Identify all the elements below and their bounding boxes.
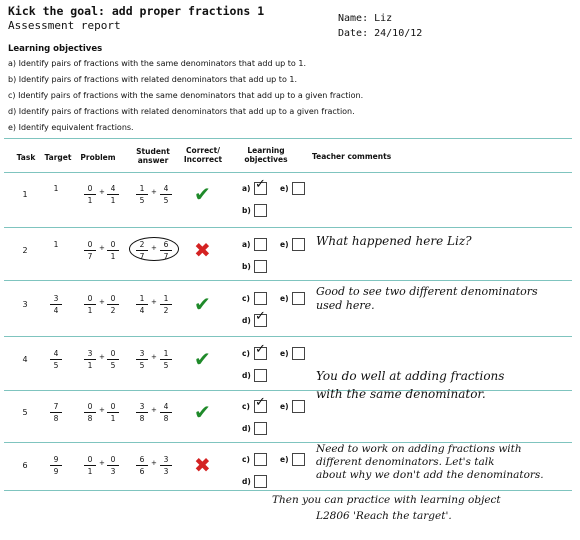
denominator: 5 <box>139 196 145 205</box>
teacher-comment: You do well at adding fractions <box>316 369 505 383</box>
denominator: 5 <box>163 196 169 205</box>
denominator: 7 <box>139 252 145 261</box>
objective-checkbox[interactable] <box>254 309 267 327</box>
task-number: 4 <box>22 355 28 364</box>
fraction-bar <box>84 412 96 413</box>
numerator: 1 <box>139 294 145 303</box>
objectives-heading: Learning objectives <box>8 44 103 54</box>
plus-sign: + <box>151 298 157 306</box>
row-divider <box>4 336 572 337</box>
objective-checkbox[interactable] <box>254 260 267 273</box>
answer-fraction <box>160 455 172 476</box>
objective-checkbox[interactable] <box>254 395 267 413</box>
target-value <box>50 184 62 193</box>
objective-checkbox-label: e) <box>280 294 289 303</box>
header-task: Task <box>16 153 36 162</box>
fraction-bar <box>136 465 148 466</box>
objective-checkbox-label: e) <box>280 402 289 411</box>
fraction-bar <box>84 304 96 305</box>
teacher-comment: about why we don't add the denominators. <box>316 469 544 481</box>
header-teacher-comments: Teacher comments <box>312 152 392 161</box>
denominator: 5 <box>110 361 116 370</box>
plus-sign: + <box>99 298 105 306</box>
problem-fraction <box>84 455 96 476</box>
report-subtitle: Assessment report <box>8 19 121 32</box>
problem-fraction <box>84 184 96 205</box>
plus-sign: + <box>99 188 105 196</box>
fraction-bar <box>84 194 96 195</box>
header-student-answer: Student answer <box>136 147 170 165</box>
header-correct: Correct/ Incorrect <box>183 146 223 164</box>
fraction-bar <box>136 359 148 360</box>
fraction-bar <box>160 194 172 195</box>
objective-checkbox-label: a) <box>242 184 251 193</box>
checkmark-icon: ✓ <box>255 177 266 192</box>
target-value <box>50 402 62 423</box>
row-divider <box>4 280 572 281</box>
denominator: 2 <box>110 306 116 315</box>
fraction-bar <box>50 359 62 360</box>
numerator: 6 <box>163 240 169 249</box>
objective-checkbox[interactable] <box>254 342 267 360</box>
fraction-bar <box>136 304 148 305</box>
problem-fraction <box>107 455 119 476</box>
student-name: Name: Liz <box>338 13 393 24</box>
numerator: 0 <box>87 455 93 464</box>
numerator: 0 <box>87 294 93 303</box>
objective-checkbox[interactable] <box>254 453 267 466</box>
answer-fraction <box>160 294 172 315</box>
fraction-bar <box>160 412 172 413</box>
teacher-comment: Good to see two different denominators <box>316 285 538 298</box>
denominator: 3 <box>163 467 169 476</box>
teacher-comment: used here. <box>316 299 375 312</box>
answer-fraction <box>136 402 148 423</box>
plus-sign: + <box>151 244 157 252</box>
denominator: 2 <box>163 306 169 315</box>
denominator: 8 <box>53 414 59 423</box>
task-number: 6 <box>22 461 28 470</box>
problem-fraction <box>107 240 119 261</box>
denominator: 5 <box>139 361 145 370</box>
denominator: 8 <box>163 414 169 423</box>
objective-checkbox[interactable] <box>292 292 305 305</box>
plus-sign: + <box>99 353 105 361</box>
teacher-comment: Need to work on adding fractions with <box>316 443 522 455</box>
numerator: 2 <box>139 240 145 249</box>
checkmark-icon: ✓ <box>255 309 266 324</box>
problem-fraction <box>84 240 96 261</box>
fraction-bar <box>84 465 96 466</box>
teacher-comment: different denominators. Let's talk <box>316 456 495 468</box>
fraction-bar <box>50 304 62 305</box>
numerator: 7 <box>53 402 59 411</box>
header-problem: Problem <box>80 153 116 162</box>
checkmark-icon: ✓ <box>255 342 266 357</box>
correct-check-icon: ✔ <box>194 400 211 424</box>
denominator: 8 <box>139 414 145 423</box>
denominator: 1 <box>87 467 93 476</box>
plus-sign: + <box>151 353 157 361</box>
problem-fraction <box>84 294 96 315</box>
answer-fraction <box>160 184 172 205</box>
denominator: 1 <box>110 414 116 423</box>
objective-checkbox-label: c) <box>242 455 250 464</box>
objective-c: c) Identify pairs of fractions with the same denominators that add up to a given fraction. <box>8 91 364 100</box>
checkmark-icon: ✓ <box>255 395 266 410</box>
numerator: 3 <box>53 294 59 303</box>
numerator: 0 <box>110 455 116 464</box>
objective-checkbox-label: e) <box>280 349 289 358</box>
fraction-bar <box>107 412 119 413</box>
row-divider <box>4 227 572 228</box>
header-learning-objectives: Learning objectives <box>244 146 288 164</box>
numerator: 0 <box>87 240 93 249</box>
objective-checkbox-label: c) <box>242 294 250 303</box>
fraction-bar <box>136 194 148 195</box>
task-number: 5 <box>22 408 28 417</box>
numerator: 4 <box>163 402 169 411</box>
denominator: 3 <box>110 467 116 476</box>
plus-sign: + <box>151 406 157 414</box>
answer-fraction <box>160 402 172 423</box>
objective-checkbox-label: e) <box>280 240 289 249</box>
objective-checkbox-label: c) <box>242 402 250 411</box>
fraction-bar <box>84 250 96 251</box>
objective-checkbox-label: b) <box>242 206 251 215</box>
problem-fraction <box>107 349 119 370</box>
task-number: 2 <box>22 246 28 255</box>
answer-fraction <box>136 294 148 315</box>
objective-checkbox[interactable] <box>254 177 267 195</box>
denominator: 4 <box>139 306 145 315</box>
objective-checkbox[interactable] <box>292 182 305 195</box>
numerator: 0 <box>87 402 93 411</box>
numerator: 0 <box>110 349 116 358</box>
objective-checkbox-label: d) <box>242 424 251 433</box>
objective-checkbox[interactable] <box>254 292 267 305</box>
objective-checkbox-label: e) <box>280 184 289 193</box>
denominator: 8 <box>87 414 93 423</box>
problem-fraction <box>107 402 119 423</box>
numerator: 3 <box>163 455 169 464</box>
problem-fraction <box>84 402 96 423</box>
denominator: 5 <box>53 361 59 370</box>
numerator: 9 <box>53 455 59 464</box>
fraction-bar <box>84 359 96 360</box>
teacher-comment: Then you can practice with learning object <box>272 494 501 506</box>
objective-a: a) Identify pairs of fractions with the same denominators that add up to 1. <box>8 59 306 68</box>
numerator: 1 <box>139 184 145 193</box>
answer-fraction <box>136 349 148 370</box>
plus-sign: + <box>99 459 105 467</box>
fraction-bar <box>160 359 172 360</box>
correct-check-icon: ✔ <box>194 182 211 206</box>
row-divider <box>4 172 572 173</box>
fraction-bar <box>107 465 119 466</box>
task-number: 3 <box>22 300 28 309</box>
denominator: 4 <box>53 306 59 315</box>
incorrect-cross-icon: ✖ <box>194 453 211 477</box>
fraction-bar <box>107 304 119 305</box>
target-value <box>50 349 62 370</box>
denominator: 6 <box>139 467 145 476</box>
fraction-bar <box>160 304 172 305</box>
objective-d: d) Identify pairs of fractions with related denominators that add up to a given fraction. <box>8 107 355 116</box>
objective-checkbox[interactable] <box>254 475 267 488</box>
objective-e: e) Identify equivalent fractions. <box>8 123 134 132</box>
fraction-bar <box>160 465 172 466</box>
numerator: 0 <box>110 294 116 303</box>
objective-checkbox-label: c) <box>242 349 250 358</box>
teacher-comment: L2806 'Reach the target'. <box>316 510 452 522</box>
objective-checkbox[interactable] <box>292 453 305 466</box>
incorrect-cross-icon: ✖ <box>194 238 211 262</box>
denominator: 1 <box>87 361 93 370</box>
denominator: 1 <box>87 306 93 315</box>
circled-answer-mark <box>129 237 179 261</box>
target-value <box>50 455 62 476</box>
numerator: 4 <box>110 184 116 193</box>
fraction-bar <box>136 412 148 413</box>
fraction-bar <box>107 359 119 360</box>
objective-checkbox[interactable] <box>254 422 267 435</box>
target-value <box>50 240 62 249</box>
denominator: 5 <box>163 361 169 370</box>
denominator: 1 <box>110 252 116 261</box>
problem-fraction <box>107 294 119 315</box>
objective-checkbox[interactable] <box>254 204 267 217</box>
objective-b: b) Identify pairs of fractions with related denominators that add up to 1. <box>8 75 298 84</box>
numerator: 1 <box>163 294 169 303</box>
report-title: Kick the goal: add proper fractions 1 <box>8 4 265 18</box>
numerator: 1 <box>163 349 169 358</box>
denominator: 1 <box>110 196 116 205</box>
plus-sign: + <box>151 459 157 467</box>
numerator: 1 <box>53 184 59 193</box>
fraction-bar <box>107 250 119 251</box>
objective-checkbox-label: a) <box>242 240 251 249</box>
numerator: 0 <box>87 184 93 193</box>
answer-fraction <box>136 455 148 476</box>
teacher-comment: with the same denominator. <box>316 387 486 401</box>
fraction-bar <box>107 194 119 195</box>
row-divider <box>4 390 572 391</box>
objective-checkbox-label: b) <box>242 262 251 271</box>
header-target: Target <box>44 153 72 162</box>
plus-sign: + <box>99 406 105 414</box>
answer-fraction <box>160 349 172 370</box>
objective-checkbox-label: d) <box>242 477 251 486</box>
numerator: 4 <box>163 184 169 193</box>
numerator: 3 <box>87 349 93 358</box>
numerator: 3 <box>139 349 145 358</box>
report-date: Date: 24/10/12 <box>338 28 423 39</box>
numerator: 0 <box>110 240 116 249</box>
correct-check-icon: ✔ <box>194 347 211 371</box>
objective-checkbox-label: d) <box>242 371 251 380</box>
problem-fraction <box>107 184 119 205</box>
correct-check-icon: ✔ <box>194 292 211 316</box>
objective-checkbox[interactable] <box>254 369 267 382</box>
objective-checkbox-label: d) <box>242 316 251 325</box>
denominator: 7 <box>163 252 169 261</box>
table-top-border <box>4 138 572 139</box>
objective-checkbox[interactable] <box>292 238 305 251</box>
table-bottom-border <box>4 490 572 491</box>
objective-checkbox-label: e) <box>280 455 289 464</box>
objective-checkbox[interactable] <box>292 347 305 360</box>
denominator: 7 <box>87 252 93 261</box>
numerator: 4 <box>53 349 59 358</box>
objective-checkbox[interactable] <box>254 238 267 251</box>
denominator: 9 <box>53 467 59 476</box>
target-value <box>50 294 62 315</box>
numerator: 3 <box>139 402 145 411</box>
numerator: 0 <box>110 402 116 411</box>
problem-fraction <box>84 349 96 370</box>
answer-fraction <box>136 184 148 205</box>
plus-sign: + <box>151 188 157 196</box>
numerator: 6 <box>139 455 145 464</box>
objective-checkbox[interactable] <box>292 400 305 413</box>
fraction-bar <box>50 412 62 413</box>
denominator: 1 <box>87 196 93 205</box>
numerator: 1 <box>53 240 59 249</box>
task-number: 1 <box>22 190 28 199</box>
fraction-bar <box>50 465 62 466</box>
plus-sign: + <box>99 244 105 252</box>
teacher-comment: What happened here Liz? <box>316 234 472 248</box>
